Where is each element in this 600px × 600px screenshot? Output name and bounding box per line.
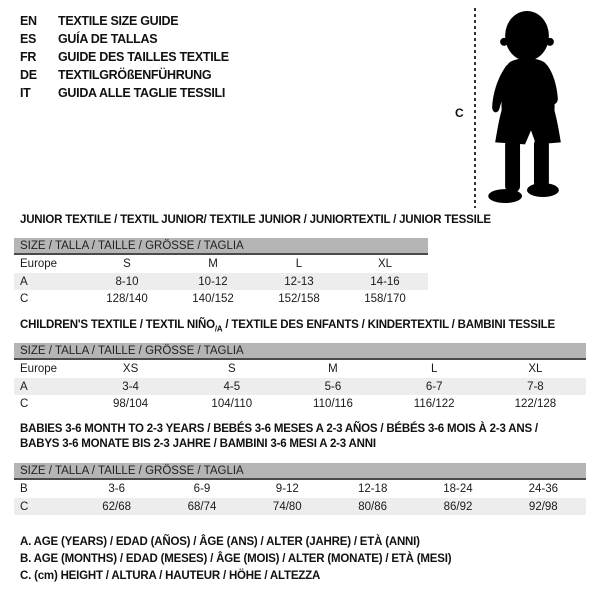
row-label: B: [20, 483, 28, 495]
children-size-table: [14, 343, 586, 412]
table-cell: 5-6: [282, 378, 383, 395]
size-band: SIZE / TALLA / TAILLE / GRÖSSE / TAGLIA: [14, 238, 428, 254]
table-row: [14, 498, 586, 515]
column-header: L: [295, 258, 303, 270]
table-cell: 6-7: [384, 378, 485, 395]
row-label: A: [14, 378, 80, 395]
height-label-c: C: [455, 106, 464, 120]
column-header: XL: [377, 258, 393, 270]
lang-row-it: [20, 84, 229, 102]
legend-line-b: B. AGE (MONTHS) / EDAD (MESES) / ÂGE (MOIS) / ALTER (MONATE) / ETÀ (MESI): [20, 553, 452, 565]
children-title-post: / TEXTILE DES ENFANTS / KINDERTEXTIL / BAMBINI TESSILE: [222, 319, 555, 331]
table-cell: 24-36: [528, 483, 559, 495]
table-cell: 9-12: [275, 483, 299, 495]
children-title-pre: CHILDREN'S TEXTILE / TEXTIL NIÑO: [20, 319, 215, 331]
table-cell: 6-9: [193, 483, 211, 495]
table-row: [14, 395, 586, 412]
children-title-subscript: /A: [214, 324, 223, 334]
table-cell: 62/68: [74, 498, 159, 515]
lang-title: TEXTILE SIZE GUIDE: [58, 14, 179, 28]
table-cell: 110/116: [313, 397, 353, 410]
babies-title-line1: BABIES 3-6 MONTH TO 2-3 YEARS / BEBÉS 3-6 MESES A 2-3 AÑOS / BÉBÉS 3-6 MOIS À 2-3 ANS /: [20, 423, 538, 435]
table-cell: 158/170: [364, 292, 406, 305]
table-cell: 18-24: [443, 483, 473, 495]
table-cell: 12-13: [256, 273, 342, 290]
lang-code: EN: [20, 14, 37, 28]
junior-size-table: [14, 238, 428, 307]
column-header: S: [123, 258, 131, 270]
table-cell: 4-5: [181, 378, 282, 395]
table-cell: 116/122: [413, 397, 455, 410]
table-cell: 14-16: [342, 273, 428, 290]
table-row: [14, 479, 586, 498]
table-cell: 86/92: [415, 498, 500, 515]
table-cell: 152/158: [278, 292, 320, 305]
table-cell: 3-4: [80, 378, 181, 395]
table-header-row: [14, 359, 586, 378]
lang-row-en: [20, 12, 229, 30]
column-header: S: [227, 363, 236, 375]
table-cell: 98/104: [113, 397, 149, 410]
table-cell: 8-10: [84, 273, 170, 290]
size-band: SIZE / TALLA / TAILLE / GRÖSSE / TAGLIA: [14, 463, 586, 479]
lang-row-de: [20, 66, 229, 84]
table-cell: 3-6: [108, 483, 125, 495]
lang-row-fr: [20, 48, 229, 66]
babies-size-table: [14, 463, 586, 515]
column-header: L: [430, 363, 438, 375]
baby-silhouette-image: [481, 9, 576, 208]
lang-title: GUÍA DE TALLAS: [58, 32, 158, 46]
table-cell: 140/152: [192, 292, 234, 305]
column-header: XS: [122, 363, 139, 375]
table-cell: 12-18: [357, 483, 388, 495]
table-cell: 92/98: [501, 498, 586, 515]
lang-title: GUIDE DES TAILLES TEXTILE: [58, 50, 229, 64]
table-cell: 74/80: [245, 498, 330, 515]
measurement-legend: [20, 534, 451, 585]
row-label: C: [14, 498, 74, 515]
babies-title-line2: BABYS 3-6 MONATE BIS 2-3 JAHRE / BAMBINI 3-6 MESI A 2-3 ANNI: [20, 438, 376, 450]
table-row: [14, 273, 428, 290]
lang-code: ES: [20, 32, 37, 46]
table-cell: 80/86: [330, 498, 415, 515]
table-cell: 10-12: [170, 273, 256, 290]
babies-table-title: [20, 422, 538, 452]
lang-code: IT: [20, 86, 31, 100]
column-header: XL: [528, 363, 543, 375]
row-label: C: [20, 292, 29, 305]
table-cell: 122/128: [514, 397, 557, 410]
language-header: [20, 12, 229, 102]
lang-code: FR: [20, 50, 37, 64]
legend-line-c: C. (cm) HEIGHT / ALTURA / HAUTEUR / HÖHE / ALTEZZA: [20, 570, 321, 582]
height-measure-dashed-line: [474, 8, 476, 208]
lang-code: DE: [20, 68, 37, 82]
column-header: Europe: [20, 258, 58, 270]
table-cell: 68/74: [159, 498, 244, 515]
table-row: [14, 290, 428, 307]
table-header-row: [14, 254, 428, 273]
column-header: Europe: [20, 363, 58, 375]
junior-table-title: JUNIOR TEXTILE / TEXTIL JUNIOR/ TEXTILE JUNIOR / JUNIORTEXTIL / JUNIOR TESSILE: [20, 214, 491, 226]
lang-title: TEXTILGRÖßENFÜHRUNG: [58, 68, 212, 82]
table-cell: 7-8: [485, 378, 586, 395]
children-table-title: [20, 319, 555, 333]
column-header: M: [328, 363, 338, 375]
table-cell: 104/110: [211, 397, 253, 410]
lang-title: GUIDA ALLE TAGLIE TESSILI: [58, 86, 226, 100]
legend-line-a: A. AGE (YEARS) / EDAD (AÑOS) / ÂGE (ANS) / ALTER (JAHRE) / ETÀ (ANNI): [20, 536, 420, 548]
column-header: M: [208, 258, 218, 270]
row-label: C: [20, 397, 29, 410]
table-cell: 128/140: [106, 292, 148, 305]
row-label: A: [14, 273, 84, 290]
size-band: SIZE / TALLA / TAILLE / GRÖSSE / TAGLIA: [14, 343, 586, 359]
table-row: [14, 378, 586, 395]
lang-row-es: [20, 30, 229, 48]
